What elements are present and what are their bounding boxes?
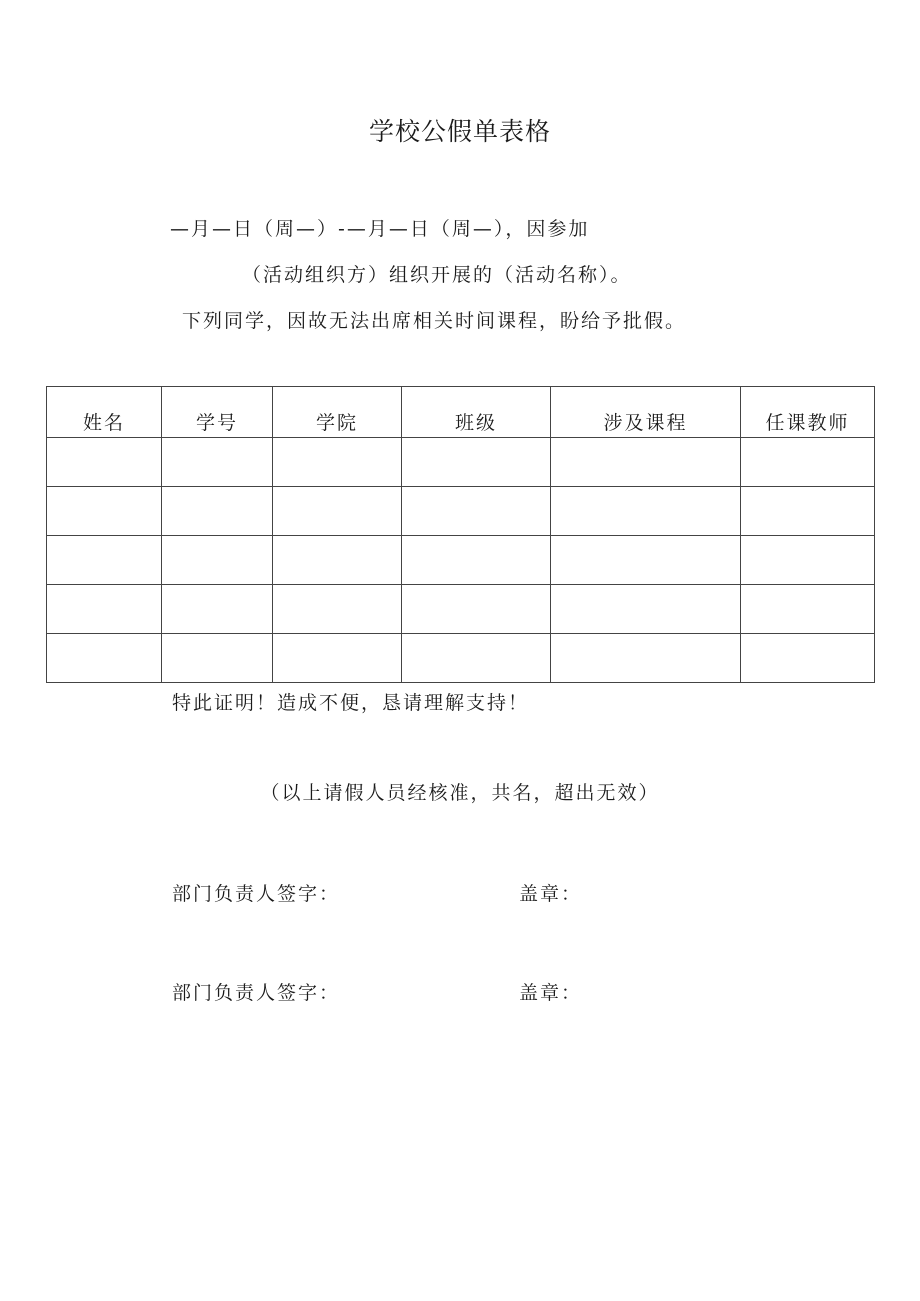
cell-teacher[interactable] [741, 536, 875, 585]
approval-note: （以上请假人员经核准，共名，超出无效） [260, 782, 660, 804]
cell-courses[interactable] [551, 487, 741, 536]
table-row [47, 438, 875, 487]
table-row [47, 634, 875, 683]
header-teacher: 任课教师 [741, 387, 875, 438]
department-signature-label: 部门负责人签字： [172, 982, 341, 1004]
cell-student-id[interactable] [162, 536, 273, 585]
cell-class[interactable] [402, 438, 551, 487]
cell-college[interactable] [273, 536, 402, 585]
cell-college[interactable] [273, 585, 402, 634]
intro-date-line: —月—日（周—）-—月—日（周—），因参加 [170, 218, 590, 240]
cell-class[interactable] [402, 585, 551, 634]
table-row [47, 536, 875, 585]
header-name: 姓名 [47, 387, 162, 438]
cell-name[interactable] [47, 634, 162, 683]
cell-college[interactable] [273, 487, 402, 536]
cell-class[interactable] [402, 634, 551, 683]
cell-name[interactable] [47, 585, 162, 634]
header-class: 班级 [402, 387, 551, 438]
cell-teacher[interactable] [741, 634, 875, 683]
cell-student-id[interactable] [162, 634, 273, 683]
cell-teacher[interactable] [741, 585, 875, 634]
cell-class[interactable] [402, 487, 551, 536]
header-courses: 涉及课程 [551, 387, 741, 438]
cell-name[interactable] [47, 487, 162, 536]
cell-class[interactable] [402, 536, 551, 585]
department-signature-label: 部门负责人签字： [172, 883, 341, 905]
cell-college[interactable] [273, 634, 402, 683]
cell-college[interactable] [273, 438, 402, 487]
stamp-label: 盖章： [519, 982, 583, 1004]
cell-courses[interactable] [551, 634, 741, 683]
cell-student-id[interactable] [162, 487, 273, 536]
cell-student-id[interactable] [162, 438, 273, 487]
cell-student-id[interactable] [162, 585, 273, 634]
student-roster-table [46, 386, 875, 683]
table-header-row [47, 387, 875, 438]
stamp-label: 盖章： [519, 883, 583, 905]
cell-courses[interactable] [551, 585, 741, 634]
cell-name[interactable] [47, 438, 162, 487]
table-row [47, 585, 875, 634]
cell-name[interactable] [47, 536, 162, 585]
cell-teacher[interactable] [741, 487, 875, 536]
closing-statement: 特此证明！造成不便，恳请理解支持！ [172, 692, 530, 714]
header-college: 学院 [273, 387, 402, 438]
intro-organizer-line: （活动组织方）组织开展的（活动名称）。 [242, 264, 632, 286]
header-student-id: 学号 [162, 387, 273, 438]
page-title: 学校公假单表格 [368, 117, 551, 146]
cell-courses[interactable] [551, 438, 741, 487]
table-row [47, 487, 875, 536]
cell-courses[interactable] [551, 536, 741, 585]
intro-request-line: 下列同学，因故无法出席相关时间课程，盼给予批假。 [182, 310, 687, 332]
cell-teacher[interactable] [741, 438, 875, 487]
